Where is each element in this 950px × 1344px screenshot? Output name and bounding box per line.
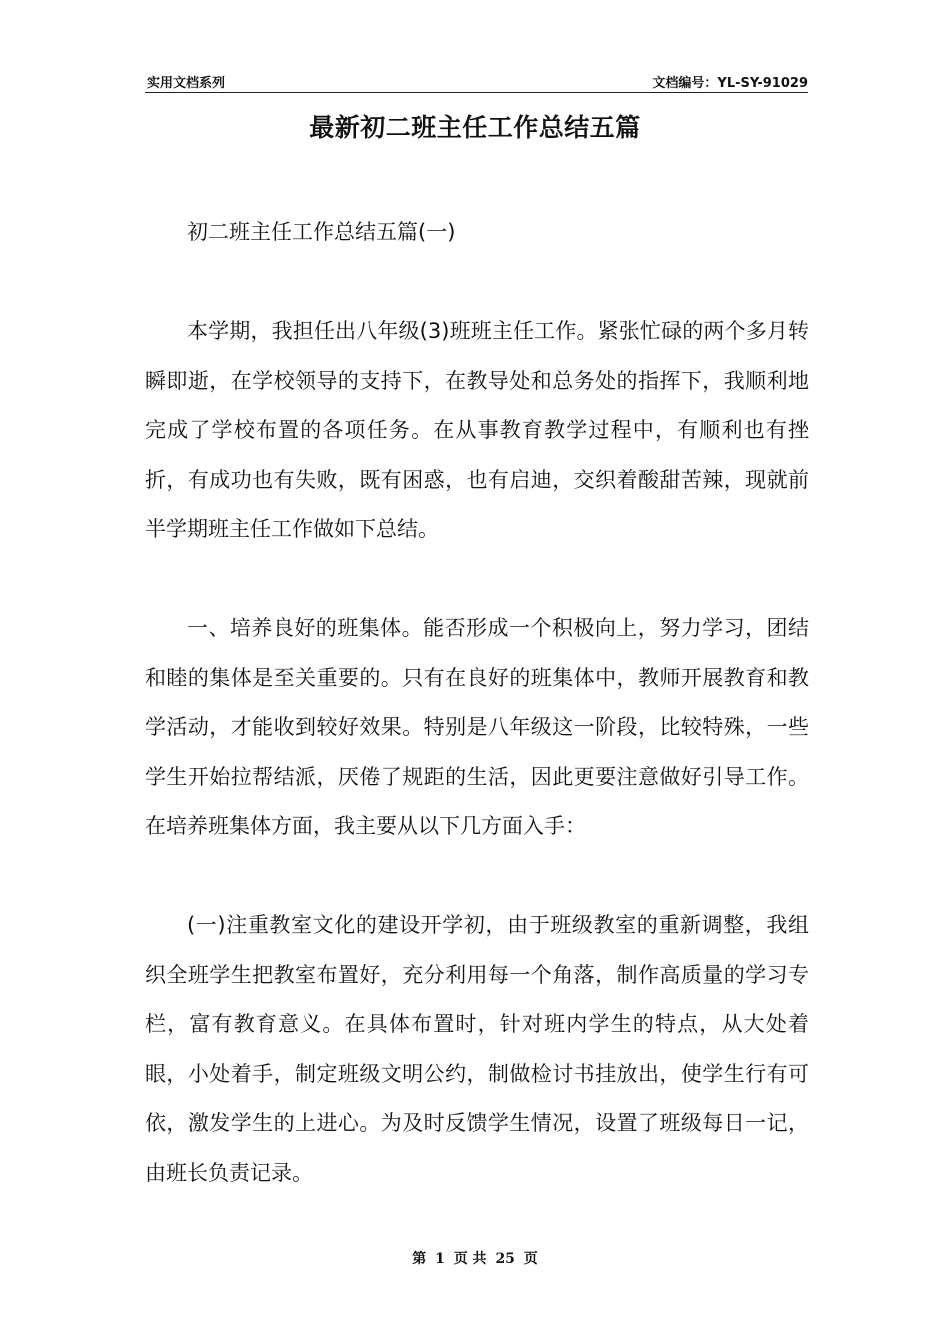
document-title: 最新初二班主任工作总结五篇 bbox=[309, 113, 641, 142]
header-series-label: 实用文档系列 bbox=[147, 76, 226, 91]
footer-prefix: 第 bbox=[412, 1251, 427, 1267]
page-header bbox=[145, 72, 808, 93]
body-paragraph: 本学期，我担任出八年级(3)班班主任工作。紧张忙碌的两个多月转瞬即逝，在学校领导的支持下，在教导处和总务处的指挥下，我顺利地完成了学校布置的各项任务。在从事教育教学过程中，有顺利也有挫折，有成功也有失败，既有困惑，也有启迪，交织着酸甜苦辣，现就前半学期班主任工作做如下总结。 bbox=[145, 319, 809, 541]
body-paragraph: (一)注重教室文化的建设开学初，由于班级教室的重新调整，我组织全班学生把教室布置好，充分利用每一个角落，制作高质量的学习专栏，富有教育意义。在具体布置时，针对班内学生的特点，从大处着眼，小处着手，制定班级文明公约，制做检讨书挂放出，使学生行有可依，激发学生的上进心。为及时反馈学生情况，设置了班级每日一记，由班长负责记录。 bbox=[145, 913, 809, 1185]
footer-page-number: 1 bbox=[435, 1251, 445, 1267]
footer-middle: 页 共 bbox=[453, 1251, 487, 1267]
header-document-number: 文档编号：YL-SY-91029 bbox=[652, 76, 808, 91]
footer-suffix: 页 bbox=[523, 1251, 538, 1267]
body-paragraph: 一、培养良好的班集体。能否形成一个积极向上，努力学习，团结和睦的集体是至关重要的。只有在良好的班集体中，教师开展教育和教学活动，才能收到较好效果。特别是八年级这一阶段，比较特殊，一些学生开始拉帮结派，厌倦了规距的生活，因此更要注意做好引导工作。在培养班集体方面，我主要从以下几方面入手： bbox=[145, 616, 809, 838]
footer-total-pages: 25 bbox=[495, 1251, 515, 1267]
document-body bbox=[145, 208, 809, 1198]
section-heading: 初二班主任工作总结五篇(一) bbox=[187, 220, 456, 244]
page-footer bbox=[0, 1248, 950, 1268]
